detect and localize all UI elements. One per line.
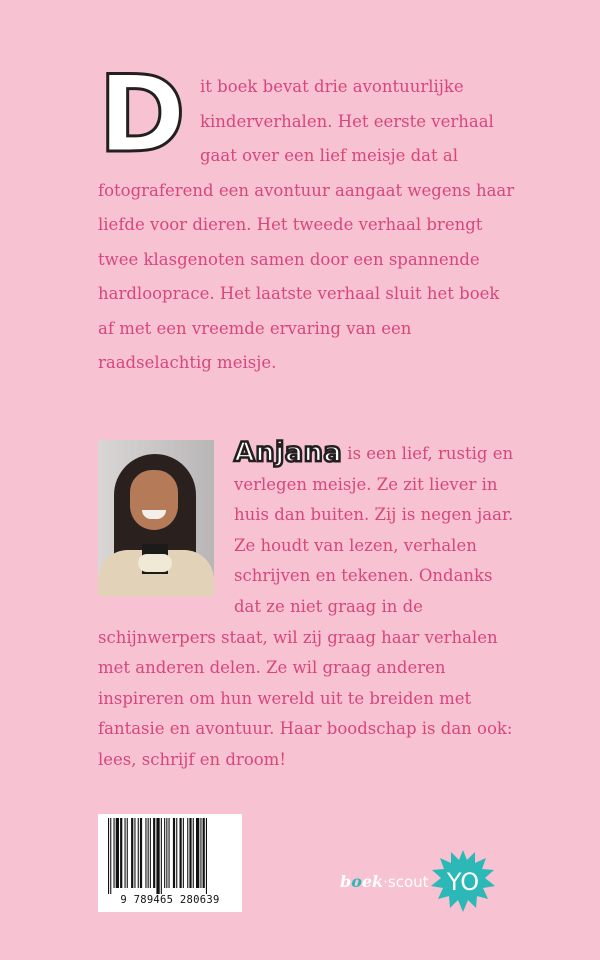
author-bio: is een lief, rustig en verlegen meisje. Ze zit liever in huis dan buiten. Zij is negen jaar. Ze houdt van lezen, verhalen schrijven en tekenen. Ondanks dat ze niet graag in de schijnwerpers staat, wil zij graag haar verhalen met anderen delen. Ze wil graag anderen inspireren om hun wereld uit te breiden met fantasie en avontuur. Haar boodschap is dan ook: lees, schrijf en droom! [98,444,514,769]
author-section [98,438,518,776]
author-photo [98,440,214,596]
author-name: Anjana [234,437,343,468]
isbn-barcode [98,814,242,912]
svg-text:YO: YO [446,868,480,896]
drop-cap: D [98,53,186,176]
back-cover-blurb [98,53,518,381]
barcode-bars [106,818,234,894]
publisher-name: boek·scout [340,872,429,891]
yo-splash-icon [428,846,498,916]
blurb-text: it boek bevat drie avontuurlijke kinderverhalen. Het eerste verhaal gaat over een lief meisje dat al fotograferend een avontuur aangaat wegens haar liefde voor dieren. Het tweede verhaal brengt twee klasgenoten samen door een spannende hardlooprace. Het laatste verhaal sluit het boek af met een vreemde ervaring van een raadselachtig meisje. [98,77,515,372]
publisher-logo [340,846,510,916]
isbn-digits: 9 789465 280639 [120,894,220,906]
